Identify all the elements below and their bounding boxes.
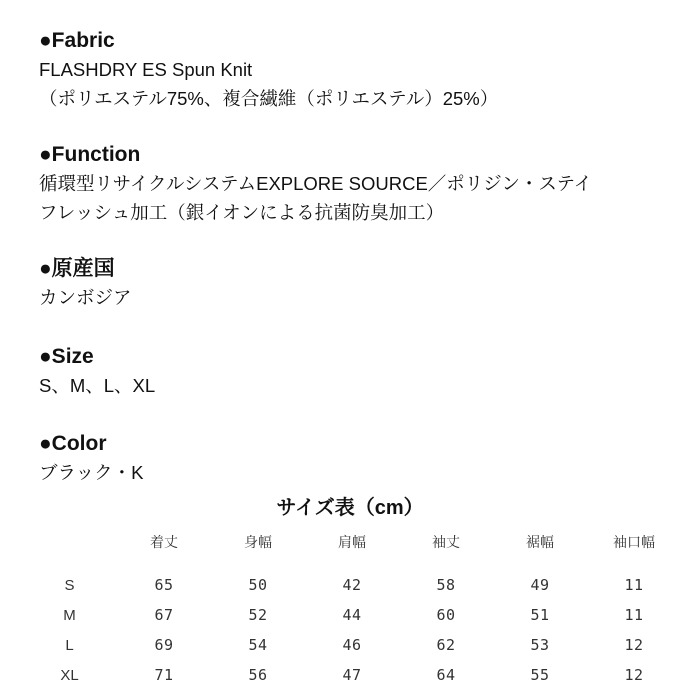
- size-value: 56: [248, 666, 268, 684]
- size-table-header-corner: [22, 526, 117, 557]
- fabric-section: [39, 27, 679, 113]
- color-section: [39, 430, 679, 487]
- size-value: 65: [154, 576, 174, 594]
- size-value: 60: [436, 606, 456, 624]
- size-value: 49: [530, 576, 550, 594]
- function-heading: ●Function: [39, 143, 141, 166]
- size-label: XL: [60, 666, 79, 684]
- size-value: 69: [154, 636, 174, 654]
- size-table-row: [22, 630, 681, 660]
- size-value: 47: [342, 666, 362, 684]
- fabric-heading: ●Fabric: [39, 29, 115, 52]
- size-value: 53: [530, 636, 550, 654]
- fabric-line-1: FLASHDRY ES Spun Knit: [39, 59, 253, 80]
- origin-line-1: カンボジア: [39, 287, 132, 308]
- size-value: 11: [624, 576, 644, 594]
- size-value: 64: [436, 666, 456, 684]
- function-line-1: 循環型リサイクルシステムEXPLORE SOURCE／ポリジン・ステイ: [39, 173, 593, 194]
- size-value: 55: [530, 666, 550, 684]
- size-table-header-row: [22, 526, 681, 557]
- size-value: 50: [248, 576, 268, 594]
- size-table: [22, 526, 681, 690]
- size-value: 11: [624, 606, 644, 624]
- size-value: 42: [342, 576, 362, 594]
- color-line-1: ブラック・K: [39, 462, 144, 483]
- size-value: 71: [154, 666, 174, 684]
- size-label: M: [63, 606, 76, 624]
- size-label: S: [64, 576, 75, 594]
- size-table-row: [22, 570, 681, 600]
- size-value: 44: [342, 606, 362, 624]
- size-label: L: [65, 636, 74, 654]
- size-value: 58: [436, 576, 456, 594]
- size-line-1: S、M、L、XL: [39, 375, 156, 396]
- size-table-header-cuff-width: 袖口幅: [613, 534, 655, 551]
- size-table-row: [22, 660, 681, 690]
- size-value: 46: [342, 636, 362, 654]
- size-value: 12: [624, 666, 644, 684]
- size-table-header-body-width: 身幅: [244, 534, 272, 551]
- origin-heading: ●原産国: [39, 257, 115, 280]
- size-value: 52: [248, 606, 268, 624]
- size-value: 67: [154, 606, 174, 624]
- size-table-header-length: 着丈: [150, 534, 178, 551]
- size-table-header-sleeve-length: 袖丈: [432, 534, 460, 551]
- size-table-title: サイズ表（cm）: [276, 497, 424, 519]
- origin-section: [39, 255, 679, 312]
- color-heading: ●Color: [39, 432, 107, 455]
- function-line-2: フレッシュ加工（銀イオンによる抗菌防臭加工）: [39, 202, 445, 223]
- size-heading: ●Size: [39, 345, 94, 368]
- size-value: 51: [530, 606, 550, 624]
- function-section: [39, 141, 679, 227]
- size-table-spacer: [22, 557, 681, 570]
- fabric-line-2: （ポリエステル75%、複合繊維（ポリエステル）25%）: [39, 88, 499, 109]
- size-value: 54: [248, 636, 268, 654]
- size-section: [39, 343, 679, 400]
- size-table-row: [22, 600, 681, 630]
- size-table-header-shoulder-width: 肩幅: [338, 534, 366, 551]
- size-value: 12: [624, 636, 644, 654]
- size-table-header-hem-width: 裾幅: [526, 534, 554, 551]
- size-value: 62: [436, 636, 456, 654]
